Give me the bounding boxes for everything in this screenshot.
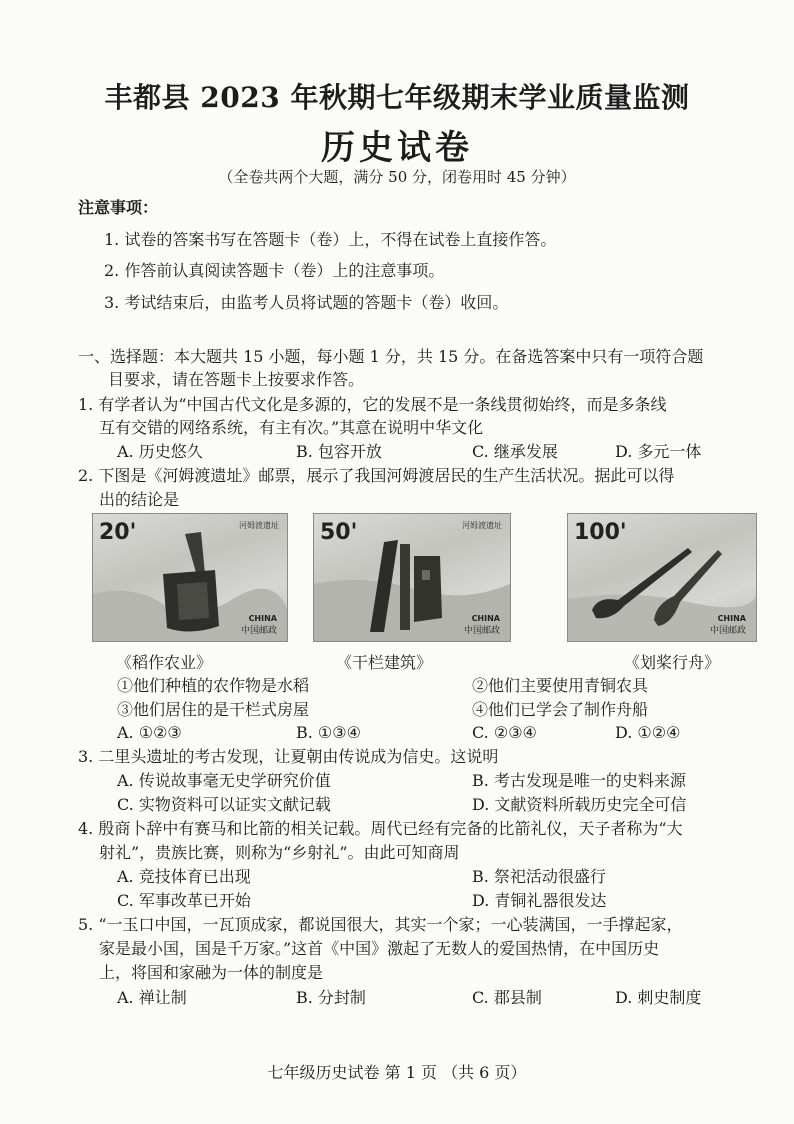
stamp-denomination: 100' xyxy=(574,520,627,545)
stamp-caption-3: 《划桨行舟》 xyxy=(624,653,721,672)
section1-line1: 一、选择题：本大题共 15 小题，每小题 1 分，共 15 分。在备选答案中只有一项符合题 xyxy=(78,347,704,366)
q5-option-b: B. 分封制 xyxy=(296,988,366,1007)
notice-item-2: 2. 作答前认真阅读答题卡（卷）上的注意事项。 xyxy=(104,261,445,280)
notice-heading: 注意事项： xyxy=(78,198,159,217)
q2-option-b: B. ①③④ xyxy=(296,723,361,742)
q2-option-a: A. ①②③ xyxy=(117,723,182,742)
stamp-site-label: 河姆渡遗址 xyxy=(462,521,502,530)
section1-line2: 目要求，请在答题卡上按要求作答。 xyxy=(108,370,365,389)
q3-option-c: C. 实物资料可以证实文献记载 xyxy=(117,795,331,814)
stamp-rowing-boat xyxy=(567,513,757,642)
q5-option-d: D. 刺史制度 xyxy=(615,988,702,1007)
q5-option-c: C. 郡县制 xyxy=(472,988,542,1007)
q1-option-b: B. 包容开放 xyxy=(296,442,382,461)
q2-option-d: D. ①②④ xyxy=(615,723,681,742)
stamp-post-label: 中国邮政 xyxy=(709,626,746,636)
q1-stem-line2: 互有交错的网络系统，有主有次。”其意在说明中华文化 xyxy=(99,418,484,437)
q2-statement-1: ①他们种植的农作物是水稻 xyxy=(117,676,310,695)
stamp-stilt-house xyxy=(313,513,511,642)
exam-subtitle: （全卷共两个大题，满分 50 分，闭卷用时 45 分钟） xyxy=(218,168,576,186)
stamp-caption-1: 《稻作农业》 xyxy=(116,653,213,672)
q5-option-a: A. 禅让制 xyxy=(117,988,187,1007)
q4-stem-line1: 4. 殷商卜辞中有赛马和比箭的相关记载。周代已经有完备的比箭礼仪，天子者称为“大 xyxy=(78,819,683,838)
q3-option-d: D. 文献资料所载历史完全可信 xyxy=(472,795,687,814)
q2-statement-3: ③他们居住的是干栏式房屋 xyxy=(117,700,310,719)
q1-option-d: D. 多元一体 xyxy=(615,442,702,461)
q3-option-b: B. 考古发现是唯一的史料来源 xyxy=(472,771,686,790)
subject-title: 历史试卷 xyxy=(321,128,473,168)
exam-title: 丰都县 2023 年秋期七年级期末学业质量监测 xyxy=(104,81,690,114)
q2-option-c: C. ②③④ xyxy=(472,723,537,742)
q4-option-a: A. 竞技体育已出现 xyxy=(117,867,251,886)
q5-stem-line2: 家是最小国，国是千万家。”这首《中国》激起了无数人的爱国热情，在中国历史 xyxy=(99,939,660,958)
stamp-denomination: 50' xyxy=(320,520,358,545)
page-footer: 七年级历史试卷 第 1 页 （共 6 页） xyxy=(267,1063,527,1082)
q1-option-c: C. 继承发展 xyxy=(472,442,558,461)
q2-statement-2: ②他们主要使用青铜农具 xyxy=(472,676,649,695)
stamp-caption-2: 《干栏建筑》 xyxy=(336,653,433,672)
q3-stem: 3. 二里头遗址的考古发现，让夏朝由传说成为信史。这说明 xyxy=(78,747,499,766)
notice-item-1: 1. 试卷的答案书写在答题卡（卷）上，不得在试卷上直接作答。 xyxy=(104,230,557,249)
q2-stem-line1: 2. 下图是《河姆渡遗址》邮票，展示了我国河姆渡居民的生产生活状况。据此可以得 xyxy=(78,466,675,485)
q4-option-d: D. 青铜礼器很发达 xyxy=(472,891,607,910)
stamp-post-label: 中国邮政 xyxy=(463,626,500,636)
q4-option-c: C. 军事改革已开始 xyxy=(117,891,251,910)
stamp-rice-farming xyxy=(92,513,288,642)
q5-stem-line1: 5. “一玉口中国，一瓦顶成家，都说国很大，其实一个家；一心装满国，一手撑起家， xyxy=(78,915,683,934)
q1-option-a: A. 历史悠久 xyxy=(117,442,203,461)
stamp-china-label: CHINA xyxy=(471,614,500,623)
q1-stem-line1: 1. 有学者认为“中国古代文化是多源的，它的发展不是一条线贯彻始终，而是多条线 xyxy=(78,395,667,414)
stamp-site-label: 河姆渡遗址 xyxy=(239,521,279,530)
stamp-denomination: 20' xyxy=(99,520,137,545)
q5-stem-line3: 上，将国和家融为一体的制度是 xyxy=(99,963,324,982)
stamp-china-label: CHINA xyxy=(248,614,277,623)
q4-option-b: B. 祭祀活动很盛行 xyxy=(472,867,606,886)
stamp-china-label: CHINA xyxy=(717,614,746,623)
q2-statement-4: ④他们已学会了制作舟船 xyxy=(472,700,649,719)
q2-stem-line2: 出的结论是 xyxy=(99,490,180,509)
notice-item-3: 3. 考试结束后，由监考人员将试题的答题卡（卷）收回。 xyxy=(104,293,509,312)
q3-option-a: A. 传说故事毫无史学研究价值 xyxy=(117,771,331,790)
stamp-post-label: 中国邮政 xyxy=(240,626,277,636)
q4-stem-line2: 射礼”，贵族比赛，则称为“乡射礼”。由此可知商周 xyxy=(99,843,460,862)
